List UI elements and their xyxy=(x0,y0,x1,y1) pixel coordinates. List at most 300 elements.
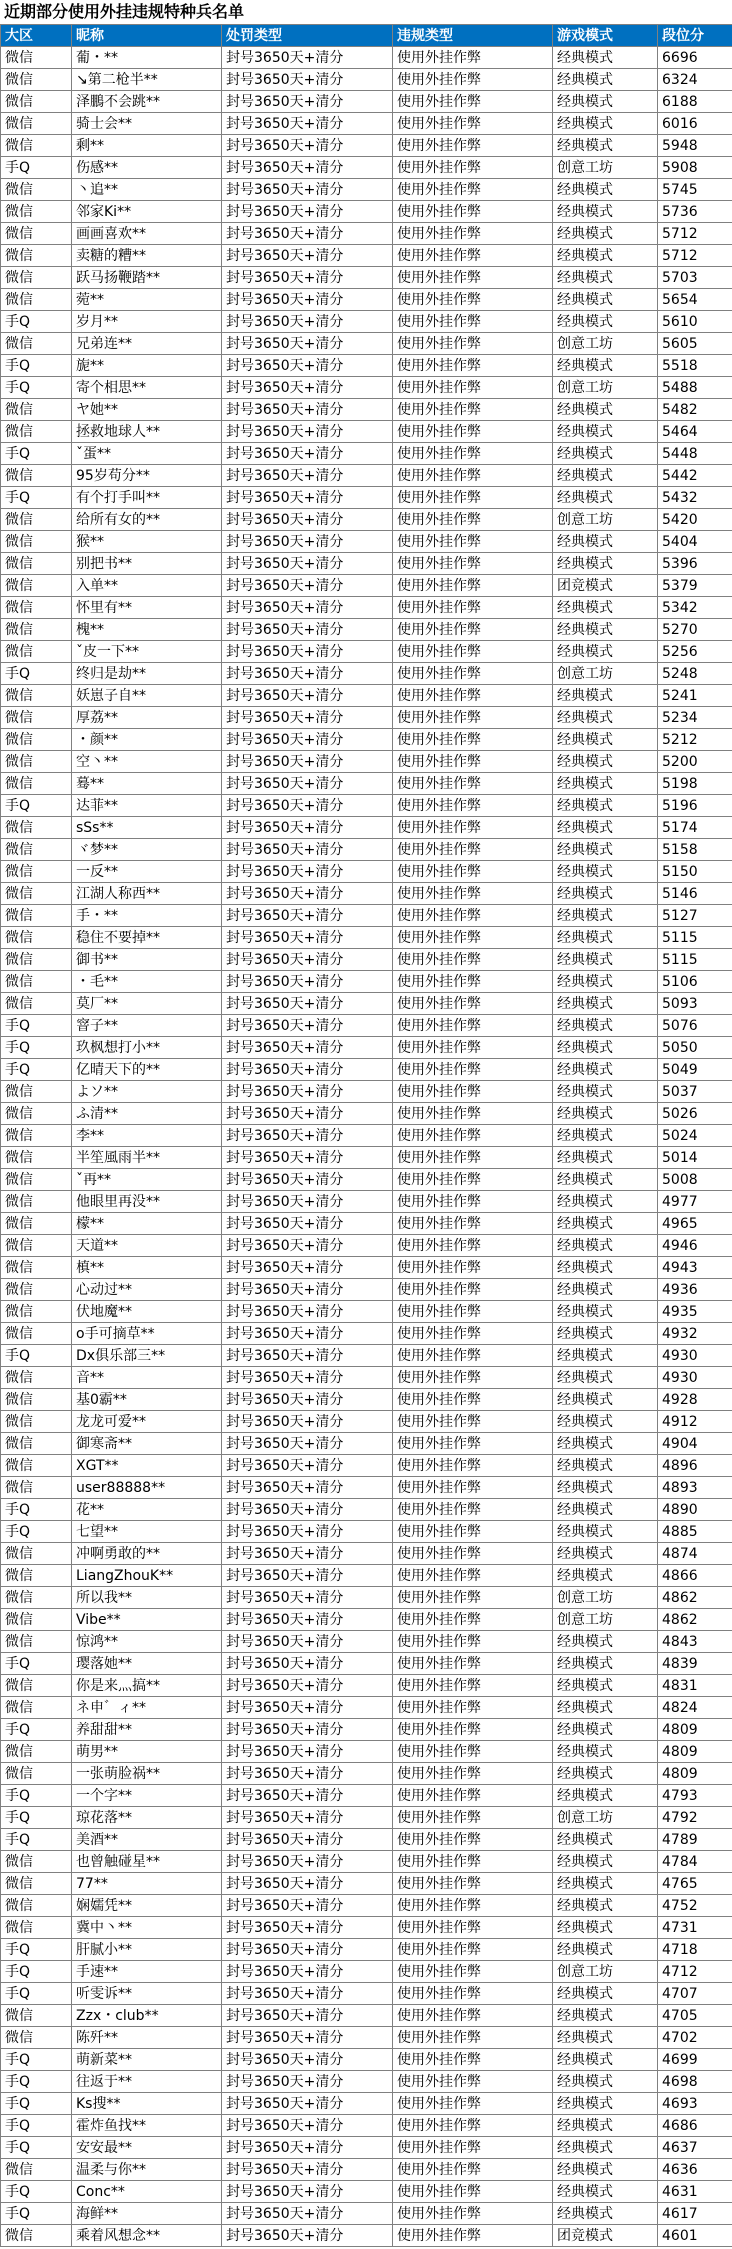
cell-penalty: 封号3650天+清分 xyxy=(222,179,393,201)
cell-penalty: 封号3650天+清分 xyxy=(222,201,393,223)
cell-rank-score: 4862 xyxy=(658,1609,732,1631)
cell-penalty: 封号3650天+清分 xyxy=(222,245,393,267)
table-row xyxy=(1,949,732,971)
cell-penalty: 封号3650天+清分 xyxy=(222,1433,393,1455)
cell-mode: 经典模式 xyxy=(553,487,658,509)
cell-violation: 使用外挂作弊 xyxy=(393,905,553,927)
cell-rank-score: 5404 xyxy=(658,531,732,553)
cell-rank-score: 5196 xyxy=(658,795,732,817)
table-row xyxy=(1,1455,732,1477)
cell-nickname: 手・** xyxy=(72,905,222,927)
cell-region: 手Q xyxy=(1,443,72,465)
cell-penalty: 封号3650天+清分 xyxy=(222,1521,393,1543)
cell-penalty: 封号3650天+清分 xyxy=(222,839,393,861)
cell-region: 微信 xyxy=(1,421,72,443)
cell-nickname: ˇ皮一下** xyxy=(72,641,222,663)
cell-nickname: 陈歼** xyxy=(72,2027,222,2049)
cell-region: 手Q xyxy=(1,377,72,399)
table-row xyxy=(1,1059,732,1081)
cell-rank-score: 4809 xyxy=(658,1719,732,1741)
table-row xyxy=(1,1301,732,1323)
header-violation: 违规类型 xyxy=(393,25,553,47)
cell-nickname: 一个字** xyxy=(72,1785,222,1807)
cell-violation: 使用外挂作弊 xyxy=(393,1455,553,1477)
cell-region: 微信 xyxy=(1,201,72,223)
cell-region: 微信 xyxy=(1,1609,72,1631)
table-row xyxy=(1,1895,732,1917)
cell-penalty: 封号3650天+清分 xyxy=(222,971,393,993)
cell-rank-score: 5610 xyxy=(658,311,732,333)
cell-region: 微信 xyxy=(1,773,72,795)
cell-nickname: 妖崽子自** xyxy=(72,685,222,707)
cell-region: 手Q xyxy=(1,1059,72,1081)
cell-region: 微信 xyxy=(1,1587,72,1609)
cell-violation: 使用外挂作弊 xyxy=(393,1807,553,1829)
cell-violation: 使用外挂作弊 xyxy=(393,1961,553,1983)
cell-penalty: 封号3650天+清分 xyxy=(222,2225,393,2247)
cell-mode: 创意工坊 xyxy=(553,1609,658,1631)
table-row xyxy=(1,47,732,69)
cell-violation: 使用外挂作弊 xyxy=(393,2225,553,2247)
cell-region: 微信 xyxy=(1,553,72,575)
table-row xyxy=(1,2203,732,2225)
cell-region: 微信 xyxy=(1,69,72,91)
cell-nickname: 七望** xyxy=(72,1521,222,1543)
cell-penalty: 封号3650天+清分 xyxy=(222,2049,393,2071)
table-row xyxy=(1,1675,732,1697)
cell-nickname: 御寒斋** xyxy=(72,1433,222,1455)
cell-region: 微信 xyxy=(1,223,72,245)
table-row xyxy=(1,1213,732,1235)
cell-rank-score: 6324 xyxy=(658,69,732,91)
table-row xyxy=(1,1169,732,1191)
cell-region: 微信 xyxy=(1,1301,72,1323)
cell-nickname: 给所有女的** xyxy=(72,509,222,531)
cell-region: 手Q xyxy=(1,2071,72,2093)
cell-penalty: 封号3650天+清分 xyxy=(222,1763,393,1785)
cell-rank-score: 4789 xyxy=(658,1829,732,1851)
cell-penalty: 封号3650天+清分 xyxy=(222,1455,393,1477)
cell-nickname: 蓦** xyxy=(72,773,222,795)
cell-nickname: 琼花落** xyxy=(72,1807,222,1829)
table-row xyxy=(1,1807,732,1829)
table-row xyxy=(1,1785,732,1807)
cell-violation: 使用外挂作弊 xyxy=(393,751,553,773)
cell-violation: 使用外挂作弊 xyxy=(393,1917,553,1939)
cell-penalty: 封号3650天+清分 xyxy=(222,2137,393,2159)
cell-region: 手Q xyxy=(1,2181,72,2203)
cell-violation: 使用外挂作弊 xyxy=(393,1785,553,1807)
cell-mode: 经典模式 xyxy=(553,1037,658,1059)
cell-rank-score: 5654 xyxy=(658,289,732,311)
cell-penalty: 封号3650天+清分 xyxy=(222,1125,393,1147)
cell-rank-score: 4866 xyxy=(658,1565,732,1587)
cell-nickname: 海鲜** xyxy=(72,2203,222,2225)
cell-penalty: 封号3650天+清分 xyxy=(222,377,393,399)
cell-mode: 经典模式 xyxy=(553,817,658,839)
cell-region: 微信 xyxy=(1,971,72,993)
cell-penalty: 封号3650天+清分 xyxy=(222,91,393,113)
cell-nickname: 娴嬬凭** xyxy=(72,1895,222,1917)
cell-nickname: 冀中丶** xyxy=(72,1917,222,1939)
cell-rank-score: 5908 xyxy=(658,157,732,179)
cell-region: 手Q xyxy=(1,1829,72,1851)
table-row xyxy=(1,2027,732,2049)
cell-rank-score: 5442 xyxy=(658,465,732,487)
cell-violation: 使用外挂作弊 xyxy=(393,1829,553,1851)
cell-violation: 使用外挂作弊 xyxy=(393,707,553,729)
cell-mode: 经典模式 xyxy=(553,1213,658,1235)
cell-nickname: 旎** xyxy=(72,355,222,377)
table-row xyxy=(1,1125,732,1147)
cell-violation: 使用外挂作弊 xyxy=(393,1763,553,1785)
cell-nickname: 往返于** xyxy=(72,2071,222,2093)
cell-region: 微信 xyxy=(1,1323,72,1345)
cell-violation: 使用外挂作弊 xyxy=(393,1125,553,1147)
cell-penalty: 封号3650天+清分 xyxy=(222,1059,393,1081)
cell-penalty: 封号3650天+清分 xyxy=(222,707,393,729)
cell-mode: 经典模式 xyxy=(553,245,658,267)
cell-violation: 使用外挂作弊 xyxy=(393,1675,553,1697)
cell-nickname: Zzx・club** xyxy=(72,2005,222,2027)
cell-mode: 经典模式 xyxy=(553,597,658,619)
cell-rank-score: 5518 xyxy=(658,355,732,377)
cell-mode: 经典模式 xyxy=(553,201,658,223)
cell-region: 微信 xyxy=(1,1081,72,1103)
cell-violation: 使用外挂作弊 xyxy=(393,1521,553,1543)
cell-nickname: 冲啊勇敢的** xyxy=(72,1543,222,1565)
cell-region: 微信 xyxy=(1,1917,72,1939)
cell-violation: 使用外挂作弊 xyxy=(393,575,553,597)
cell-violation: 使用外挂作弊 xyxy=(393,1081,553,1103)
cell-violation: 使用外挂作弊 xyxy=(393,1587,553,1609)
cell-region: 手Q xyxy=(1,1983,72,2005)
cell-region: 手Q xyxy=(1,157,72,179)
cell-violation: 使用外挂作弊 xyxy=(393,1235,553,1257)
table-row xyxy=(1,1323,732,1345)
cell-region: 微信 xyxy=(1,1631,72,1653)
cell-penalty: 封号3650天+清分 xyxy=(222,1807,393,1829)
cell-mode: 经典模式 xyxy=(553,399,658,421)
cell-nickname: ヤ她** xyxy=(72,399,222,421)
cell-region: 微信 xyxy=(1,1697,72,1719)
cell-region: 手Q xyxy=(1,1345,72,1367)
cell-mode: 创意工坊 xyxy=(553,1587,658,1609)
cell-rank-score: 5212 xyxy=(658,729,732,751)
cell-violation: 使用外挂作弊 xyxy=(393,311,553,333)
cell-nickname: 莫厂** xyxy=(72,993,222,1015)
cell-region: 手Q xyxy=(1,2093,72,2115)
cell-nickname: 萌新菜** xyxy=(72,2049,222,2071)
cell-penalty: 封号3650天+清分 xyxy=(222,47,393,69)
cell-penalty: 封号3650天+清分 xyxy=(222,1961,393,1983)
table-row xyxy=(1,905,732,927)
cell-nickname: 猴** xyxy=(72,531,222,553)
cell-penalty: 封号3650天+清分 xyxy=(222,2027,393,2049)
cell-nickname: ・毛** xyxy=(72,971,222,993)
cell-penalty: 封号3650天+清分 xyxy=(222,1147,393,1169)
cell-violation: 使用外挂作弊 xyxy=(393,1873,553,1895)
cell-violation: 使用外挂作弊 xyxy=(393,245,553,267)
cell-violation: 使用外挂作弊 xyxy=(393,421,553,443)
cell-nickname: 泽鵬不会跳** xyxy=(72,91,222,113)
cell-penalty: 封号3650天+清分 xyxy=(222,927,393,949)
cell-rank-score: 5127 xyxy=(658,905,732,927)
cell-violation: 使用外挂作弊 xyxy=(393,1719,553,1741)
table-row xyxy=(1,861,732,883)
cell-mode: 经典模式 xyxy=(553,113,658,135)
cell-violation: 使用外挂作弊 xyxy=(393,443,553,465)
cell-rank-score: 4893 xyxy=(658,1477,732,1499)
table-row xyxy=(1,443,732,465)
cell-region: 微信 xyxy=(1,861,72,883)
cell-nickname: 江湖人称西** xyxy=(72,883,222,905)
cell-rank-score: 5037 xyxy=(658,1081,732,1103)
cell-nickname: 空丶** xyxy=(72,751,222,773)
cell-region: 手Q xyxy=(1,663,72,685)
cell-violation: 使用外挂作弊 xyxy=(393,1323,553,1345)
cell-penalty: 封号3650天+清分 xyxy=(222,993,393,1015)
cell-region: 微信 xyxy=(1,993,72,1015)
table-row xyxy=(1,817,732,839)
table-row xyxy=(1,1983,732,2005)
cell-rank-score: 4943 xyxy=(658,1257,732,1279)
cell-penalty: 封号3650天+清分 xyxy=(222,267,393,289)
cell-penalty: 封号3650天+清分 xyxy=(222,2203,393,2225)
cell-region: 微信 xyxy=(1,751,72,773)
cell-nickname: 卖糖的糟** xyxy=(72,245,222,267)
table-row xyxy=(1,2115,732,2137)
cell-violation: 使用外挂作弊 xyxy=(393,1191,553,1213)
cell-violation: 使用外挂作弊 xyxy=(393,773,553,795)
cell-rank-score: 5948 xyxy=(658,135,732,157)
cell-penalty: 封号3650天+清分 xyxy=(222,619,393,641)
cell-mode: 经典模式 xyxy=(553,971,658,993)
cell-rank-score: 5432 xyxy=(658,487,732,509)
table-row xyxy=(1,773,732,795)
cell-nickname: 璎落她** xyxy=(72,1653,222,1675)
table-row xyxy=(1,1081,732,1103)
cell-mode: 经典模式 xyxy=(553,223,658,245)
table-row xyxy=(1,311,732,333)
cell-penalty: 封号3650天+清分 xyxy=(222,1565,393,1587)
cell-violation: 使用外挂作弊 xyxy=(393,1257,553,1279)
cell-region: 微信 xyxy=(1,839,72,861)
cell-nickname: ↘第二枪半** xyxy=(72,69,222,91)
cell-nickname: Vibe** xyxy=(72,1609,222,1631)
table-row xyxy=(1,707,732,729)
cell-nickname: 菀** xyxy=(72,289,222,311)
cell-rank-score: 4636 xyxy=(658,2159,732,2181)
cell-nickname: 槐** xyxy=(72,619,222,641)
table-row xyxy=(1,883,732,905)
cell-rank-score: 4874 xyxy=(658,1543,732,1565)
table-row xyxy=(1,1279,732,1301)
table-row xyxy=(1,619,732,641)
cell-mode: 经典模式 xyxy=(553,1257,658,1279)
cell-mode: 经典模式 xyxy=(553,465,658,487)
cell-region: 手Q xyxy=(1,1719,72,1741)
table-row xyxy=(1,1829,732,1851)
cell-mode: 经典模式 xyxy=(553,2005,658,2027)
cell-nickname: Ks搜** xyxy=(72,2093,222,2115)
cell-region: 微信 xyxy=(1,927,72,949)
cell-rank-score: 5256 xyxy=(658,641,732,663)
cell-rank-score: 4809 xyxy=(658,1763,732,1785)
table-row xyxy=(1,421,732,443)
cell-nickname: 兄弟连** xyxy=(72,333,222,355)
cell-rank-score: 5174 xyxy=(658,817,732,839)
cell-region: 微信 xyxy=(1,91,72,113)
table-row xyxy=(1,1939,732,1961)
cell-region: 手Q xyxy=(1,1653,72,1675)
cell-penalty: 封号3650天+清分 xyxy=(222,1389,393,1411)
cell-violation: 使用外挂作弊 xyxy=(393,1147,553,1169)
cell-penalty: 封号3650天+清分 xyxy=(222,1851,393,1873)
cell-rank-score: 4793 xyxy=(658,1785,732,1807)
table-row xyxy=(1,377,732,399)
cell-mode: 经典模式 xyxy=(553,1059,658,1081)
cell-penalty: 封号3650天+清分 xyxy=(222,1917,393,1939)
cell-region: 微信 xyxy=(1,1191,72,1213)
cell-nickname: XGT** xyxy=(72,1455,222,1477)
cell-region: 微信 xyxy=(1,399,72,421)
cell-mode: 经典模式 xyxy=(553,1235,658,1257)
cell-region: 微信 xyxy=(1,1543,72,1565)
table-row xyxy=(1,1961,732,1983)
cell-region: 微信 xyxy=(1,1257,72,1279)
cell-violation: 使用外挂作弊 xyxy=(393,91,553,113)
cell-penalty: 封号3650天+清分 xyxy=(222,1499,393,1521)
cell-violation: 使用外挂作弊 xyxy=(393,2137,553,2159)
cell-rank-score: 5076 xyxy=(658,1015,732,1037)
table-row xyxy=(1,157,732,179)
cell-penalty: 封号3650天+清分 xyxy=(222,1829,393,1851)
cell-region: 微信 xyxy=(1,905,72,927)
cell-mode: 经典模式 xyxy=(553,905,658,927)
cell-rank-score: 4707 xyxy=(658,1983,732,2005)
cell-penalty: 封号3650天+清分 xyxy=(222,421,393,443)
cell-mode: 经典模式 xyxy=(553,1125,658,1147)
table-row xyxy=(1,839,732,861)
cell-rank-score: 5420 xyxy=(658,509,732,531)
cell-rank-score: 4693 xyxy=(658,2093,732,2115)
cell-mode: 经典模式 xyxy=(553,179,658,201)
cell-violation: 使用外挂作弊 xyxy=(393,619,553,641)
cell-rank-score: 4843 xyxy=(658,1631,732,1653)
cell-violation: 使用外挂作弊 xyxy=(393,1653,553,1675)
cell-region: 微信 xyxy=(1,1675,72,1697)
cell-region: 微信 xyxy=(1,465,72,487)
cell-nickname: 槙** xyxy=(72,1257,222,1279)
cell-nickname: 萌男** xyxy=(72,1741,222,1763)
cell-region: 微信 xyxy=(1,113,72,135)
cell-mode: 经典模式 xyxy=(553,1675,658,1697)
table-row xyxy=(1,1587,732,1609)
cell-rank-score: 4792 xyxy=(658,1807,732,1829)
table-row xyxy=(1,927,732,949)
cell-violation: 使用外挂作弊 xyxy=(393,1697,553,1719)
cell-mode: 经典模式 xyxy=(553,1147,658,1169)
table-row xyxy=(1,1543,732,1565)
cell-penalty: 封号3650天+清分 xyxy=(222,1015,393,1037)
cell-violation: 使用外挂作弊 xyxy=(393,1059,553,1081)
cell-penalty: 封号3650天+清分 xyxy=(222,1939,393,1961)
cell-nickname: ˇ蛋** xyxy=(72,443,222,465)
cell-region: 微信 xyxy=(1,619,72,641)
cell-violation: 使用外挂作弊 xyxy=(393,2071,553,2093)
cell-region: 微信 xyxy=(1,1103,72,1125)
cell-region: 手Q xyxy=(1,2115,72,2137)
table-row xyxy=(1,531,732,553)
cell-violation: 使用外挂作弊 xyxy=(393,1345,553,1367)
cell-violation: 使用外挂作弊 xyxy=(393,2027,553,2049)
cell-violation: 使用外挂作弊 xyxy=(393,1433,553,1455)
cell-penalty: 封号3650天+清分 xyxy=(222,1675,393,1697)
cell-rank-score: 4930 xyxy=(658,1367,732,1389)
cell-penalty: 封号3650天+清分 xyxy=(222,487,393,509)
cell-penalty: 封号3650天+清分 xyxy=(222,1081,393,1103)
cell-violation: 使用外挂作弊 xyxy=(393,729,553,751)
cell-mode: 经典模式 xyxy=(553,135,658,157)
cell-nickname: 跃马扬鞭踏** xyxy=(72,267,222,289)
cell-penalty: 封号3650天+清分 xyxy=(222,597,393,619)
cell-penalty: 封号3650天+清分 xyxy=(222,333,393,355)
table-row xyxy=(1,751,732,773)
table-row xyxy=(1,69,732,91)
cell-mode: 经典模式 xyxy=(553,1103,658,1125)
cell-rank-score: 4928 xyxy=(658,1389,732,1411)
cell-mode: 经典模式 xyxy=(553,47,658,69)
cell-rank-score: 5106 xyxy=(658,971,732,993)
table-row xyxy=(1,1433,732,1455)
table-row xyxy=(1,1345,732,1367)
cell-violation: 使用外挂作弊 xyxy=(393,1477,553,1499)
cell-mode: 经典模式 xyxy=(553,553,658,575)
cell-rank-score: 5241 xyxy=(658,685,732,707)
cell-region: 手Q xyxy=(1,1037,72,1059)
cell-nickname: sSs** xyxy=(72,817,222,839)
cell-penalty: 封号3650天+清分 xyxy=(222,531,393,553)
cell-nickname: 窨子** xyxy=(72,1015,222,1037)
cell-nickname: 骑士会** xyxy=(72,113,222,135)
cell-penalty: 封号3650天+清分 xyxy=(222,2005,393,2027)
cell-penalty: 封号3650天+清分 xyxy=(222,1323,393,1345)
cell-violation: 使用外挂作弊 xyxy=(393,993,553,1015)
cell-penalty: 封号3650天+清分 xyxy=(222,1653,393,1675)
cell-mode: 经典模式 xyxy=(553,1367,658,1389)
cell-nickname: 手速** xyxy=(72,1961,222,1983)
cell-nickname: 稳住不要掉** xyxy=(72,927,222,949)
cell-mode: 团竞模式 xyxy=(553,575,658,597)
cell-mode: 经典模式 xyxy=(553,355,658,377)
cell-rank-score: 5448 xyxy=(658,443,732,465)
cell-violation: 使用外挂作弊 xyxy=(393,2115,553,2137)
table-row xyxy=(1,1917,732,1939)
cell-mode: 经典模式 xyxy=(553,707,658,729)
table-row xyxy=(1,663,732,685)
cell-nickname: 心动过** xyxy=(72,1279,222,1301)
cell-penalty: 封号3650天+清分 xyxy=(222,2071,393,2093)
cell-violation: 使用外挂作弊 xyxy=(393,1279,553,1301)
cell-violation: 使用外挂作弊 xyxy=(393,1037,553,1059)
cell-mode: 经典模式 xyxy=(553,421,658,443)
cell-violation: 使用外挂作弊 xyxy=(393,2049,553,2071)
cell-penalty: 封号3650天+清分 xyxy=(222,1983,393,2005)
cell-penalty: 封号3650天+清分 xyxy=(222,1411,393,1433)
cell-violation: 使用外挂作弊 xyxy=(393,333,553,355)
cell-region: 微信 xyxy=(1,1279,72,1301)
